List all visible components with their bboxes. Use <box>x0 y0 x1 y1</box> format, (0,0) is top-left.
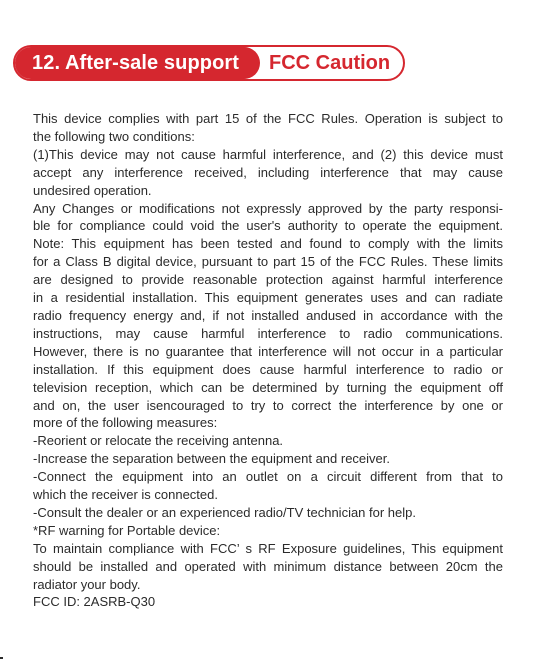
body-text-line: the following two conditions: <box>33 128 195 144</box>
body-text-line: -Reorient or relocate the receiving antenna. <box>33 433 284 449</box>
body-text-line: This device complies with part 15 of the FCC Rules. Operation is subject to <box>33 111 503 126</box>
body-text-line: instructions, may cause harmful interference to radio communications. <box>33 325 503 341</box>
body-text-line: more of the following measures: <box>33 415 218 431</box>
body-text-line: ble for compliance could void the user's authority to operate the equipment. <box>33 218 503 234</box>
body-text-line: *RF warning for Portable device: <box>33 522 221 538</box>
body-text-line: in a residential installation. This equipment generates uses and can radiate <box>33 290 503 306</box>
fcc-statement-body <box>33 110 503 611</box>
body-text-line: radio frequency energy and, if not installed andused in accordance with the <box>33 307 503 323</box>
fcc-caution-title: FCC Caution <box>269 52 391 74</box>
body-text-line: -Connect the equipment into an outlet on a circuit different from that to <box>33 469 503 485</box>
body-text-line: To maintain compliance with FCC’ s RF Exposure guidelines, This equipment <box>33 540 503 556</box>
body-text-line: undesired operation. <box>33 182 152 198</box>
body-text-line: should be installed and operated with minimum distance between 20cm the <box>33 558 503 574</box>
section-title: 12. After-sale support <box>32 52 240 74</box>
body-text-line: radiator your body. <box>33 576 141 592</box>
body-text-line: which the receiver is connected. <box>33 487 218 503</box>
body-text-line: -Increase the separation between the equipment and receiver. <box>33 451 391 467</box>
body-text-line: television reception, which can be determined by turning the equipment off <box>33 379 503 395</box>
body-text-line: for a Class B digital device, pursuant to part 15 of the FCC Rules. These limits <box>33 254 503 270</box>
body-text-line: FCC ID: 2ASRB-Q30 <box>33 594 156 610</box>
body-text-line: (1)This device may not cause harmful interference, and (2) this device must <box>33 146 503 162</box>
body-text-line: Any Changes or modifications not expressly approved by the party responsi- <box>33 200 503 216</box>
body-text-line: accept any interference received, including interference that may cause <box>33 164 503 180</box>
body-text-line: However, there is no guarantee that interference will not occur in a particular <box>33 343 503 359</box>
body-text-line: Note: This equipment has been tested and found to comply with the limits <box>33 236 503 252</box>
body-text-line: and on, the user isencouraged to try to correct the interference by one or <box>33 397 503 413</box>
body-text-line: -Consult the dealer or an experienced radio/TV technician for help. <box>33 504 416 520</box>
section-header <box>13 45 405 81</box>
body-text-line: installation. If this equipment does cause harmful interference to radio or <box>33 361 503 377</box>
body-text-line: are designed to provide reasonable protection against harmful interference <box>33 272 503 288</box>
